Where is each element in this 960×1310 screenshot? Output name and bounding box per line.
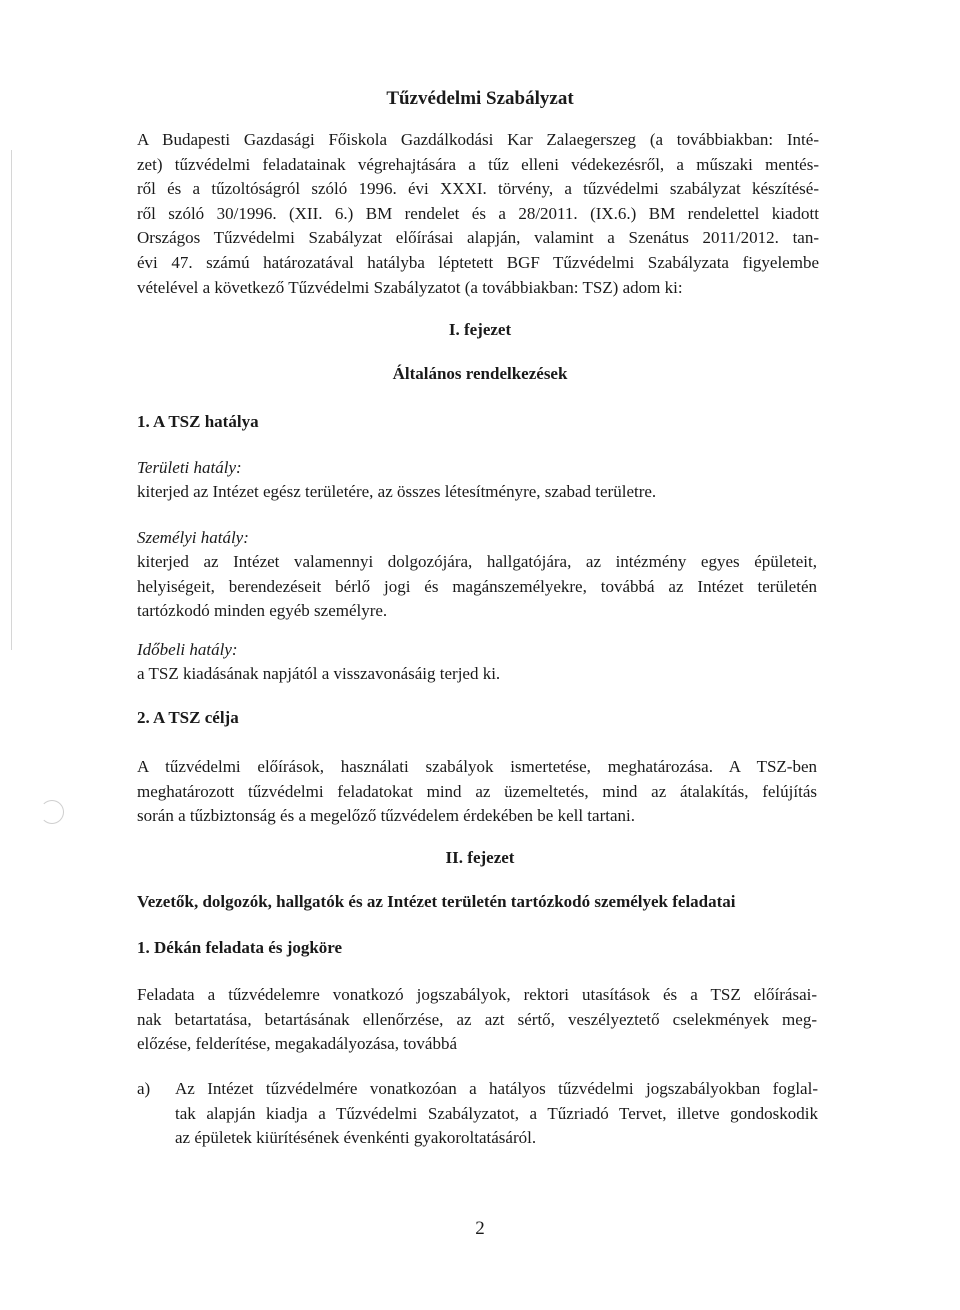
personal-scope-text xyxy=(137,550,817,624)
personal-scope-label: Személyi hatály: xyxy=(137,528,249,547)
document-title: Tűzvédelmi Szabályzat xyxy=(386,88,574,109)
section2-line: meghatározott tűzvédelmi feladatokat mind az üzemeltetés, mind az átalakítás, felújítás xyxy=(137,781,817,801)
intro-line: évi 47. számú határozatával hatályba léptetett BGF Tűzvédelmi Szabályzata figyelembe xyxy=(137,252,819,272)
intro-paragraph xyxy=(137,128,819,300)
dean-line: nak betartatása, betartásának ellenőrzése, az azt sértő, veszélyeztető cselekmények meg- xyxy=(137,1009,817,1029)
temporal-scope-label: Időbeli hatály: xyxy=(137,640,238,659)
dean-section-heading: 1. Dékán feladata és jogköre xyxy=(137,938,343,957)
chapter2-title: Vezetők, dolgozók, hallgatók és az Intézet területén tartózkodó személyek feladatai xyxy=(137,892,736,911)
list-item-line: tak alapján kiadja a Tűzvédelmi Szabályzatot, a Tűzriadó Tervet, illetve gondoskodik xyxy=(175,1103,818,1123)
personal-scope-line: helyiségeit, berendezéseit bérlő jogi és magánszemélyekre, továbbá az Intézet területén xyxy=(137,576,817,596)
intro-line: Országos Tűzvédelmi Szabályzat előírásai alapján, valamint a Szenátus 2011/2012. tan- xyxy=(137,228,819,248)
page-number: 2 xyxy=(475,1218,485,1239)
territorial-scope-text: kiterjed az Intézet egész területére, az összes létesítményre, szabad területre. xyxy=(137,482,657,501)
chapter2-number: II. fejezet xyxy=(445,848,515,867)
chapter1-title: Általános rendelkezések xyxy=(392,364,568,383)
list-item-body xyxy=(175,1077,818,1151)
list-item-a xyxy=(137,1077,817,1152)
section2-paragraph xyxy=(137,755,817,829)
intro-line: A Budapesti Gazdasági Főiskola Gazdálkodási Kar Zalaegerszeg (a továbbiakban: Inté- xyxy=(137,130,819,149)
scan-artifact-mark xyxy=(40,800,64,824)
list-marker: a) xyxy=(137,1079,151,1098)
dean-section-paragraph xyxy=(137,983,817,1057)
dean-line: Feladata a tűzvédelemre vonatkozó jogszabályok, rektori utasítások és a TSZ előírásai- xyxy=(137,985,817,1004)
personal-scope-line: tartózkodó minden egyéb személyre. xyxy=(137,601,388,621)
chapter1-number: I. fejezet xyxy=(448,320,512,339)
scan-edge-mark xyxy=(11,150,12,650)
personal-scope-line: kiterjed az Intézet valamennyi dolgozójára, hallgatójára, az intézmény egyes épületeit, xyxy=(137,552,817,571)
intro-line: ről és a tűzoltóságról szóló 1996. évi XXXI. törvény, a tűzvédelmi szabályzat készítésé- xyxy=(137,179,819,199)
section2-line: során a tűzbiztonság és a megelőző tűzvédelem érdekében be kell tartani. xyxy=(137,806,635,826)
list-item-line: Az Intézet tűzvédelmére vonatkozóan a hatályos tűzvédelmi jogszabályokban foglal- xyxy=(175,1079,818,1098)
list-item-line: az épületek kiürítésének évenkénti gyakoroltatásáról. xyxy=(175,1128,537,1148)
dean-line: előzése, felderítése, megakadályozása, továbbá xyxy=(137,1034,458,1054)
intro-line: ről szóló 30/1996. (XII. 6.) BM rendelet és a 28/2011. (IX.6.) BM rendelettel kiadott xyxy=(137,203,819,223)
territorial-scope-label: Területi hatály: xyxy=(137,458,242,477)
section2-heading: 2. A TSZ célja xyxy=(137,708,239,727)
intro-line: vételével a következő Tűzvédelmi Szabályzatot (a továbbiakban: TSZ) adom ki: xyxy=(137,277,683,297)
section2-line: A tűzvédelmi előírások, használati szabályok ismertetése, meghatározása. A TSZ-ben xyxy=(137,757,817,776)
intro-line: zet) tűzvédelmi feladatainak végrehajtására a tűz elleni védekezésről, a műszaki mentés- xyxy=(137,154,819,174)
temporal-scope-text: a TSZ kiadásának napjától a visszavonásáig terjed ki. xyxy=(137,664,501,683)
section1-heading: 1. A TSZ hatálya xyxy=(137,412,259,431)
